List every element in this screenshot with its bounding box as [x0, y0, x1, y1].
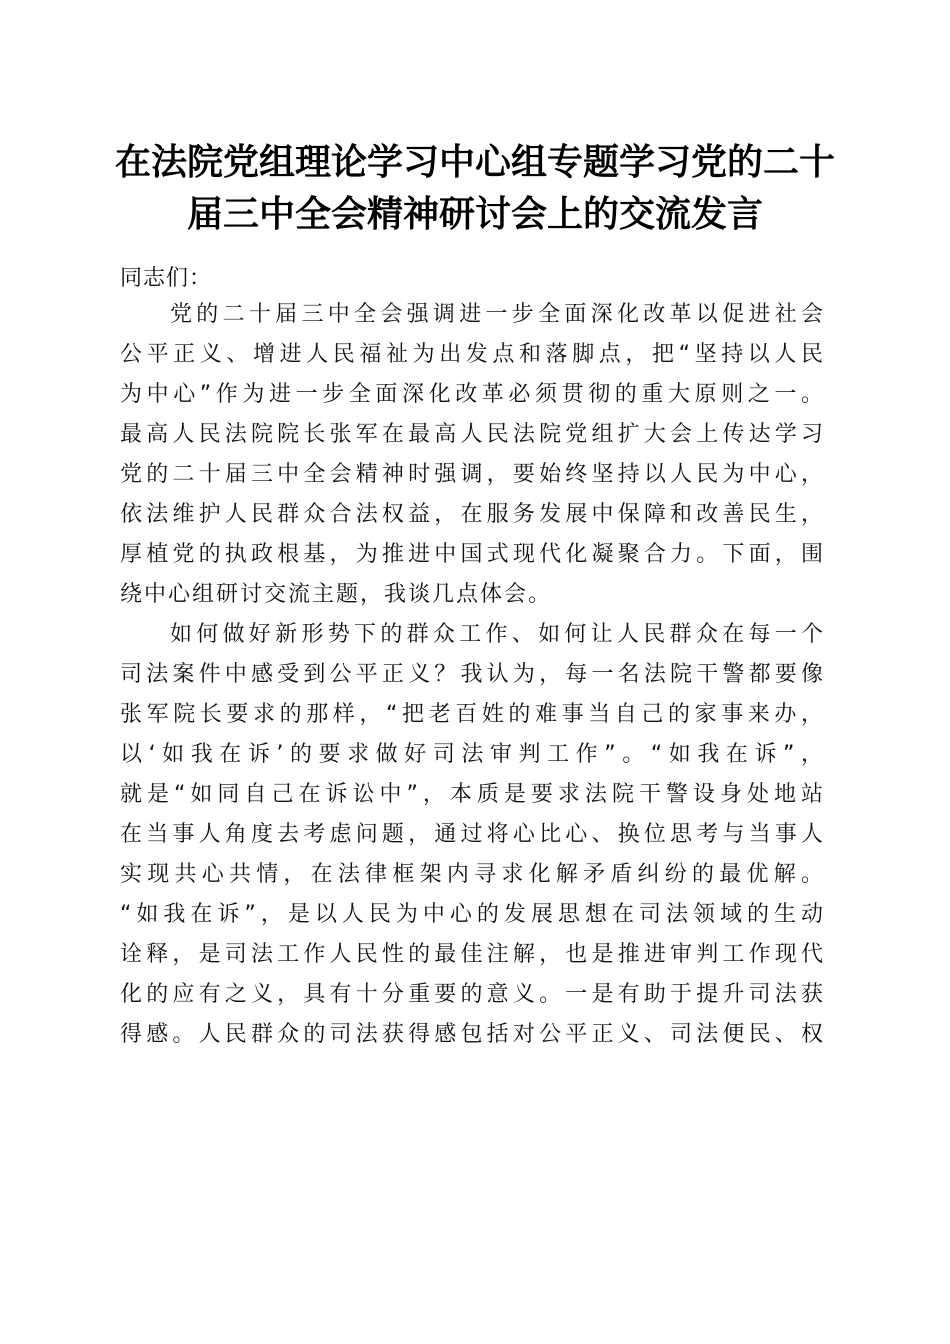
- paragraph-1: [120, 295, 823, 615]
- paragraph-line: 张军院长要求的那样，“把老百姓的难事当自己的家事来办，: [120, 702, 823, 727]
- paragraph-line: 得感。人民群众的司法获得感包括对公平正义、司法便民、权: [120, 1022, 823, 1047]
- paragraph-line: 就是“如同自己在诉讼中”，本质是要求法院干警设身处地站: [120, 782, 823, 807]
- paragraph-line: 绕中心组研讨交流主题，我谈几点体会。: [120, 582, 553, 607]
- title-line-2: 届三中全会精神研讨会上的交流发言: [186, 193, 763, 235]
- paragraph-line: 如何做好新形势下的群众工作、如何让人民群众在每一个: [170, 622, 823, 647]
- paragraph-line: 党的二十届三中全会强调进一步全面深化改革以促进社会: [170, 302, 823, 327]
- paragraph-line: 为中心”作为进一步全面深化改革必须贯彻的重大原则之一。: [120, 382, 823, 407]
- paragraph-line: 党的二十届三中全会精神时强调，要始终坚持以人民为中心，: [120, 462, 823, 487]
- paragraph-line: 厚植党的执政根基，为推进中国式现代化凝聚合力。下面，围: [120, 542, 823, 567]
- paragraph-line: 在当事人角度去考虑问题，通过将心比心、换位思考与当事人: [120, 822, 823, 847]
- paragraph-line: 以‘如我在诉’的要求做好司法审判工作”。“如我在诉”，: [120, 742, 823, 767]
- paragraph-line: 依法维护人民群众合法权益，在服务发展中保障和改善民生，: [120, 502, 823, 527]
- paragraph-2: [120, 615, 823, 1055]
- paragraph-line: 司法案件中感受到公平正义？我认为，每一名法院干警都要像: [120, 662, 823, 687]
- document-body: [120, 255, 823, 1055]
- paragraph-line: 实现共心共情，在法律框架内寻求化解矛盾纠纷的最优解。: [120, 862, 823, 887]
- title-line-1: 在法院党组理论学习中心组专题学习党的二十: [114, 141, 835, 183]
- paragraph-line: 诠释，是司法工作人民性的最佳注解，也是推进审判工作现代: [120, 942, 823, 967]
- document-title: [100, 136, 850, 240]
- paragraph-line: 化的应有之义，具有十分重要的意义。一是有助于提升司法获: [120, 982, 823, 1007]
- paragraph-line: “如我在诉”，是以人民为中心的发展思想在司法领域的生动: [120, 902, 823, 927]
- paragraph-line: 最高人民法院院长张军在最高人民法院党组扩大会上传达学习: [120, 422, 823, 447]
- salutation: 同志们：: [120, 266, 213, 291]
- paragraph-line: 公平正义、增进人民福祉为出发点和落脚点，把“坚持以人民: [120, 342, 823, 367]
